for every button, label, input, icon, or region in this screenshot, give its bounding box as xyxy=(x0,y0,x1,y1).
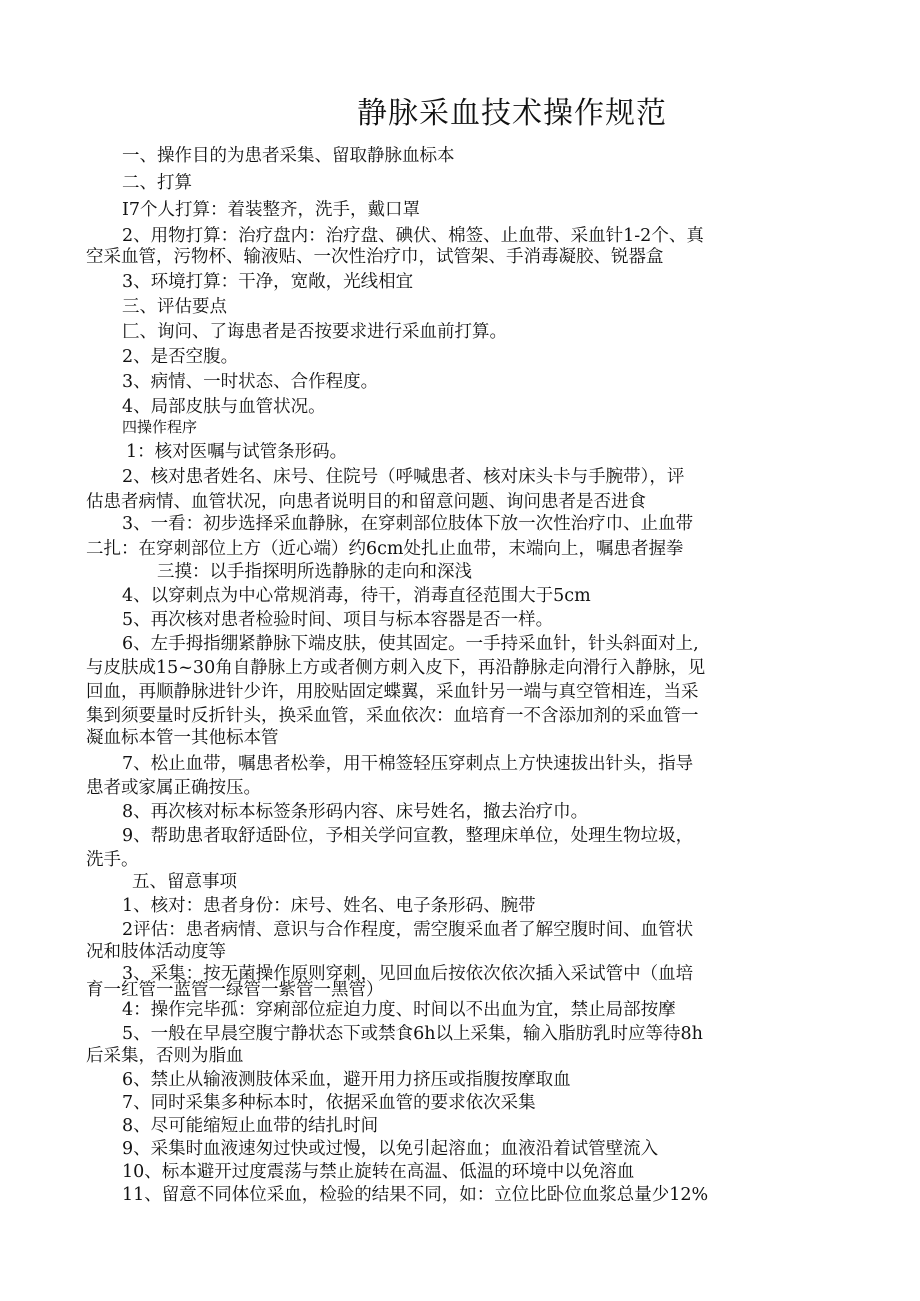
text-line: 10、标本避开过度震荡与禁止旋转在高温、低温的环境中以免溶血 xyxy=(122,1162,635,1182)
text-line: 1：核对医嘱与试管条形码。 xyxy=(126,442,348,462)
text-line: 与皮肤成15~30角自静脉上方或者侧方刺入皮下，再沿静脉走向滑行入静脉，见 xyxy=(86,658,706,678)
text-line: 11、留意不同体位采血，检验的结果不同，如：立位比卧位血浆总量少12% xyxy=(122,1185,709,1205)
text-line: 2、用物打算：治疗盘内：治疗盘、碘伏、棉签、止血带、采血针1-2个、真 xyxy=(122,226,704,246)
text-line: 6、禁止从输液测肢体采血，避开用力挤压或指腹按摩取血 xyxy=(122,1070,571,1090)
text-line: 匚、询问、了诲患者是否按要求进行采血前打算。 xyxy=(122,322,507,342)
document-title: 静脉采血技术操作规范 xyxy=(357,96,667,131)
text-line: 凝血标本管一其他标本管 xyxy=(86,728,279,748)
text-line: 四操作程序 xyxy=(122,418,198,436)
text-line: 二扎：在穿刺部位上方（近心端）约6cm处扎止血带，末端向上，嘱患者握拳 xyxy=(86,539,684,559)
text-line: 五、留意事项 xyxy=(132,872,237,892)
text-line: 4、局部皮肤与血管状况。 xyxy=(122,397,326,417)
text-line: 5、再次核对患者检验时间、项目与标本容器是否一样。 xyxy=(122,610,554,630)
text-line: 8、尽可能缩短止血带的结扎时间 xyxy=(122,1116,379,1136)
text-line: 育一红管一蓝管一绿管一紫管一黑管） xyxy=(86,980,384,1000)
text-line: 4：操作完毕孤：穿痢部位症迫力度、时间以不出血为宜，禁止局部按摩 xyxy=(122,1000,676,1020)
text-line: 况和肢体活动度等 xyxy=(86,942,226,962)
text-line: 后采集，否则为脂血 xyxy=(86,1046,244,1066)
text-line: 洗手。 xyxy=(86,850,139,870)
text-line: 7、同时采集多种标本时，依据采血管的要求依次采集 xyxy=(122,1093,536,1113)
text-line: 一、操作目的为患者采集、留取静脉血标本 xyxy=(122,146,455,166)
text-line: 3、一看：初步选择采血静脉，在穿刺部位肢体下放一次性治疗巾、止血带 xyxy=(122,514,694,534)
text-line: 2、核对患者姓名、床号、住院号（呼喊患者、核对床头卡与手腕带），评 xyxy=(122,467,685,487)
text-line: 集到须要量时反折针头，换采血管，采血依次：血培育一不含添加剂的采血管一 xyxy=(86,706,699,726)
text-line: 4、以穿刺点为中心常规消毒，待干，消毒直径范围大于5cm xyxy=(122,586,591,606)
text-line: 5、一般在早晨空腹宁静状态下或禁食6h以上采集，输入脂肪乳时应等待8h xyxy=(122,1024,703,1044)
text-line: 患者或家属正确按压。 xyxy=(86,778,261,798)
text-line: 3、病情、一时状态、合作程度。 xyxy=(122,372,379,392)
text-line: 8、再次核对标本标签条形码内容、床号姓名，撤去治疗巾。 xyxy=(122,802,589,822)
text-line: 1、核对：患者身份：床号、姓名、电子条形码、腕带 xyxy=(122,896,536,916)
text-line: 三摸：以手指探明所选静脉的走向和深浅 xyxy=(157,562,472,582)
text-line: I7个人打算：着装整齐，洗手，戴口罩 xyxy=(122,200,421,220)
text-line: 9、帮助患者取舒适卧位，予相关学问宣教，整理床单位，处理生物垃圾， xyxy=(122,826,694,846)
text-line: 2、是否空腹。 xyxy=(122,347,239,367)
text-line: 空采血管，污物杯、输液贴、一次性治疗巾，试管架、手消毒凝胶、锐器盒 xyxy=(86,247,664,267)
text-line: 3、采集：按无菌操作原则穿刺，见回血后按依次依次插入采试管中（血培 xyxy=(122,964,694,984)
text-line: 3、环境打算：干净，宽敞，光线相宜 xyxy=(122,272,414,292)
text-line: 7、松止血带，嘱患者松拳，用干棉签轻压穿刺点上方快速拔出针头，指导 xyxy=(122,754,694,774)
text-line: 6、左手拇指绷紧静脉下端皮肤，使其固定。一手持采血针，针头斜面对上, xyxy=(122,634,699,654)
text-line: 二、打算 xyxy=(122,173,192,193)
text-line: 估患者病情、血管状况，向患者说明目的和留意问题、询问患者是否进食 xyxy=(86,492,646,512)
text-line: 回血，再顺静脉进针少许，用胶贴固定蝶翼，采血针另一端与真空管相连，当采 xyxy=(86,682,699,702)
text-line: 9、采集时血液速匆过快或过慢，以免引起溶血；血液沿着试管壁流入 xyxy=(122,1139,659,1159)
text-line: 2评估：患者病情、意识与合作程度，需空腹采血者了解空腹时间、血管状 xyxy=(122,920,694,940)
text-line: 三、评估要点 xyxy=(122,297,227,317)
